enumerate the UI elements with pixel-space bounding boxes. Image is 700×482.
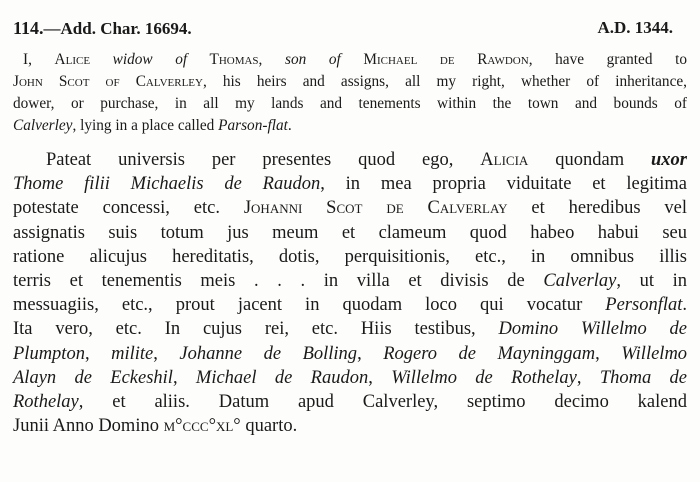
latin-words: .: [682, 295, 687, 316]
latin-words: assignatis suis totum jus meum et clameum quod habeo habui seu: [13, 222, 687, 243]
latin-line: [13, 293, 687, 317]
charter-number: 114.: [13, 18, 44, 38]
witness-name: Willelmo de Rothelay: [391, 367, 577, 388]
latin-line: [13, 390, 687, 414]
abstract-text: , lying in a place called: [72, 117, 219, 134]
witness-name: Johanne de Bolling: [179, 343, 358, 364]
abstract-line: [13, 115, 687, 137]
person-name: Johanni Scot de Calverlay: [243, 198, 508, 219]
latin-italic: Thome filii Michaelis de Raudon: [13, 174, 321, 195]
latin-words: ratione alicujus hereditatis, dotis, perquisitionis, etc., in omnibus illis: [13, 246, 687, 267]
latin-words: ,: [153, 343, 180, 364]
latin-line: [13, 342, 687, 366]
latin-text: [13, 148, 687, 438]
person-name: Michael de Rawdon: [340, 51, 529, 68]
charter-date: A.D. 1344.: [597, 18, 673, 37]
latin-line: [13, 414, 687, 438]
latin-words: messuagiis, etc., prout jacent in quodam loco qui vocatur: [13, 295, 606, 316]
latin-line: [13, 366, 687, 390]
witness-name: Thoma de: [599, 367, 688, 388]
latin-words: ,: [368, 367, 392, 388]
abstract-italic: widow of: [90, 51, 188, 68]
person-name: Alice: [54, 51, 91, 68]
place-name: Personflat: [605, 295, 683, 316]
latin-words: et heredibus vel: [507, 198, 687, 219]
abstract-line: [13, 71, 687, 93]
latin-words: quarto.: [240, 416, 298, 437]
witness-name: Rogero de Mayninggam: [383, 343, 596, 364]
latin-words: , ut in: [616, 270, 687, 291]
latin-words: Ita vero, etc. In cujus rei, etc. Hiis testibus,: [13, 319, 499, 340]
latin-line: [13, 196, 687, 220]
witness-name: Domino Willelmo de: [498, 319, 687, 340]
person-name: Thomas,: [187, 51, 285, 68]
place-name: Parson-flat: [218, 117, 288, 134]
latin-line: [13, 317, 687, 341]
latin-line: [13, 172, 687, 196]
latin-words: quondam: [528, 150, 651, 170]
person-name: John Scot of Calverley: [13, 73, 203, 90]
abstract-italic: son of: [285, 51, 341, 68]
charter-reference: [13, 18, 192, 39]
latin-line: [13, 269, 687, 293]
witness-name: Plumpton: [13, 343, 85, 364]
latin-words: ,: [172, 367, 196, 388]
abstract-text: dower, or purchase, in all my lands and tenements within the town and bounds of: [13, 95, 687, 112]
english-abstract: [13, 49, 687, 137]
witness-name: Willelmo: [621, 343, 688, 364]
abstract-text: .: [287, 117, 292, 134]
latin-words: ,: [595, 343, 622, 364]
latin-words: , et aliis. Datum apud Calverley, septimo decimo kalend: [78, 391, 687, 412]
abstract-text: I,: [23, 51, 55, 68]
latin-words: ,: [357, 343, 384, 364]
latin-words: Junii Anno Domino: [13, 416, 164, 437]
charter-header: [13, 18, 673, 40]
witness-name: Alayn de Eckeshil: [13, 367, 173, 388]
latin-words: Pateat universis per presentes quod ego,: [46, 150, 481, 170]
person-name: Alicia: [480, 150, 529, 170]
latin-italic: uxor: [651, 150, 687, 170]
latin-line: [13, 148, 687, 172]
abstract-text: , have granted to: [528, 51, 687, 68]
place-name: Calverlay: [543, 270, 617, 291]
latin-line: [13, 221, 687, 245]
abstract-line: [13, 93, 687, 115]
latin-line: [13, 245, 687, 269]
witness-name: milite: [111, 343, 154, 364]
roman-date: m°ccc°xl°: [163, 416, 241, 437]
latin-words: ,: [576, 367, 600, 388]
abstract-line: [13, 49, 687, 71]
witness-name: Michael de Raudon: [195, 367, 369, 388]
charter-source: —Add. Char. 16694.: [43, 19, 192, 38]
latin-words: terris et tenementis meis . . . in villa et divisis de: [13, 270, 544, 291]
abstract-text: , his heirs and assigns, all my right, whether of inheritance,: [202, 73, 687, 90]
latin-words: potestate concessi, etc.: [13, 198, 244, 219]
witness-name: Rothelay: [13, 391, 79, 412]
latin-words: ,: [84, 343, 112, 364]
place-name: Calverley: [13, 117, 73, 134]
latin-words: , in mea propria viduitate et legitima: [320, 174, 687, 195]
